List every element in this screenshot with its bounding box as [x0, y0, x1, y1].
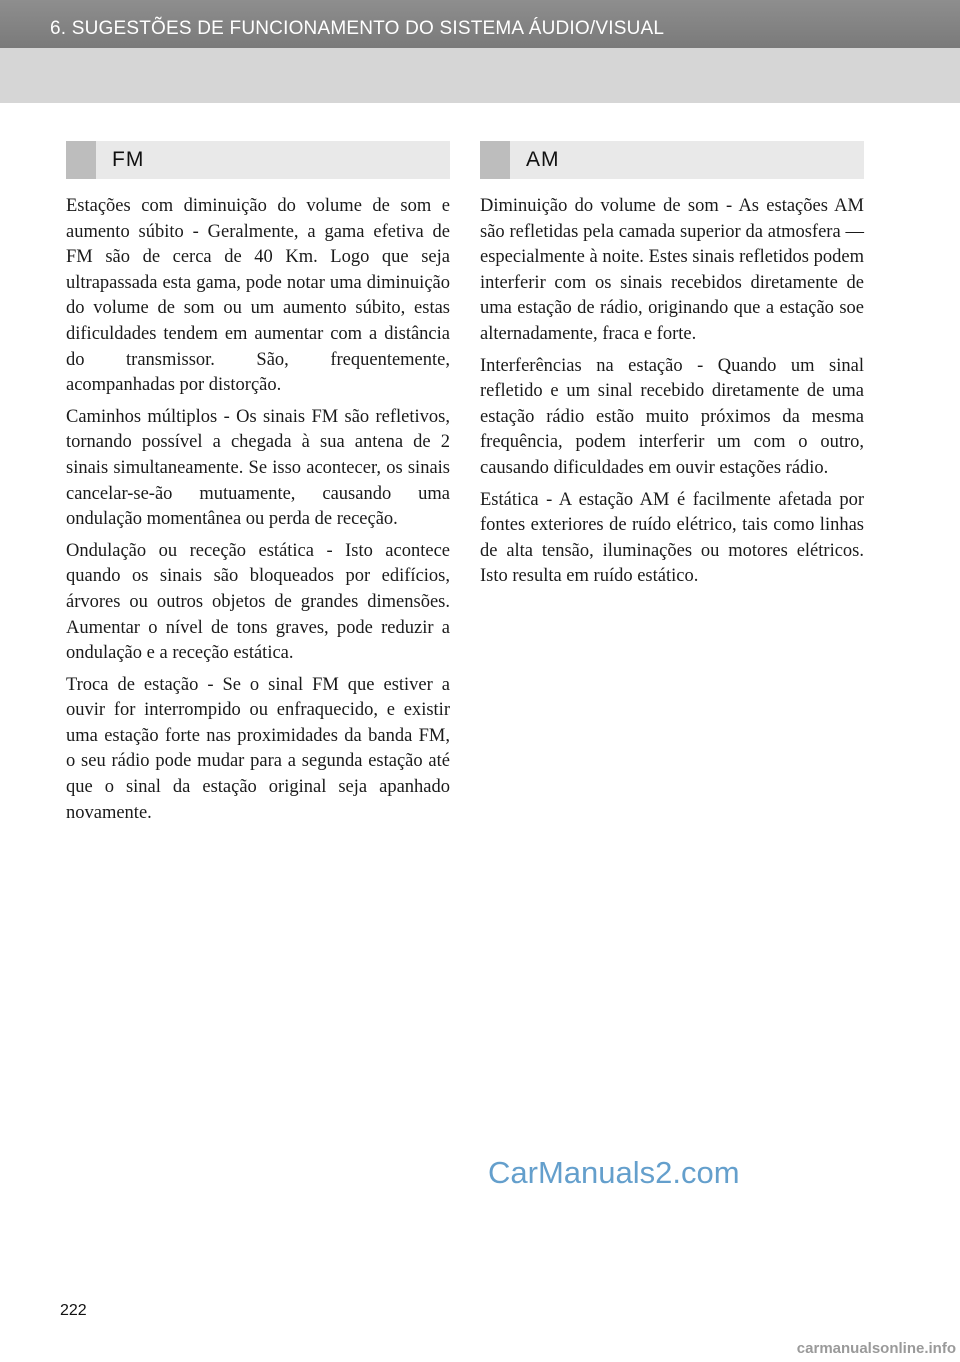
paragraph: Troca de estação - Se o sinal FM que estiver a ouvir for interrompido ou enfraquecido, e existir uma estação forte nas proximidades da banda FM, o seu rádio pode mudar para a segunda estação até que o sinal da estação original seja apanhado novamente.	[66, 674, 450, 823]
chapter-title: 6. SUGESTÕES DE FUNCIONAMENTO DO SISTEMA ÁUDIO/VISUAL	[50, 18, 665, 39]
section-tab-marker	[66, 141, 96, 179]
section-heading-am	[480, 141, 864, 179]
paragraph: Estática - A estação AM é facilmente afetada por fontes exteriores de ruído elétrico, tais como linhas de alta tensão, iluminações ou motores elétricos. Isto resulta em ruído estático.	[480, 489, 864, 587]
paragraph: Interferências na estação - Quando um sinal refletido e um sinal recebido diretamente de uma estação rádio estão muito próximos da mesma frequência, podem interferir um com o outro, causando dificuldades em ouvir estações rádio.	[480, 355, 864, 478]
section-heading-label: AM	[526, 148, 560, 171]
footer-watermark: carmanualsonline.info	[796, 1340, 956, 1357]
page-number: 222	[60, 1302, 87, 1319]
section-tab-marker	[480, 141, 510, 179]
am-text-column	[480, 194, 864, 596]
paragraph: Diminuição do volume de som - As estações AM são refletidas pela camada superior da atmosfera — especialmente à noite. Estes sinais refletidos podem interferir com os sinais recebidos diretamente de uma estação de rádio, originando que a estação soe alternadamente, fraca e forte.	[480, 196, 864, 344]
paragraph: Estações com diminuição do volume de som e aumento súbito - Geralmente, a gama efetiva de FM são de cerca de 40 Km. Logo que seja ultrapassada esta gama, pode notar uma diminuição do volume de som ou um aumento súbito, estas dificuldades tendem em aumentar com a distância do transmissor. São, frequentemente, acompanhadas por distorção.	[66, 196, 450, 396]
fm-text-column	[66, 194, 450, 832]
paragraph: Caminhos múltiplos - Os sinais FM são refletivos, tornando possível a chegada à sua antena de 2 sinais simultaneamente. Se isso acontecer, os sinais cancelar-se-ão mutuamente, causando uma ondulação momentânea ou perda de receção.	[66, 406, 450, 530]
watermark-text: CarManuals2.com	[488, 1155, 740, 1190]
paragraph: Ondulação ou receção estática - Isto acontece quando os sinais são bloqueados por edifícios, árvores ou outros objetos de grandes dimensões. Aumentar o nível de tons graves, pode reduzir a ondulação e a receção estática.	[66, 540, 450, 664]
chapter-header	[0, 0, 960, 48]
section-heading-label: FM	[112, 148, 145, 171]
section-heading-fm	[66, 141, 450, 179]
